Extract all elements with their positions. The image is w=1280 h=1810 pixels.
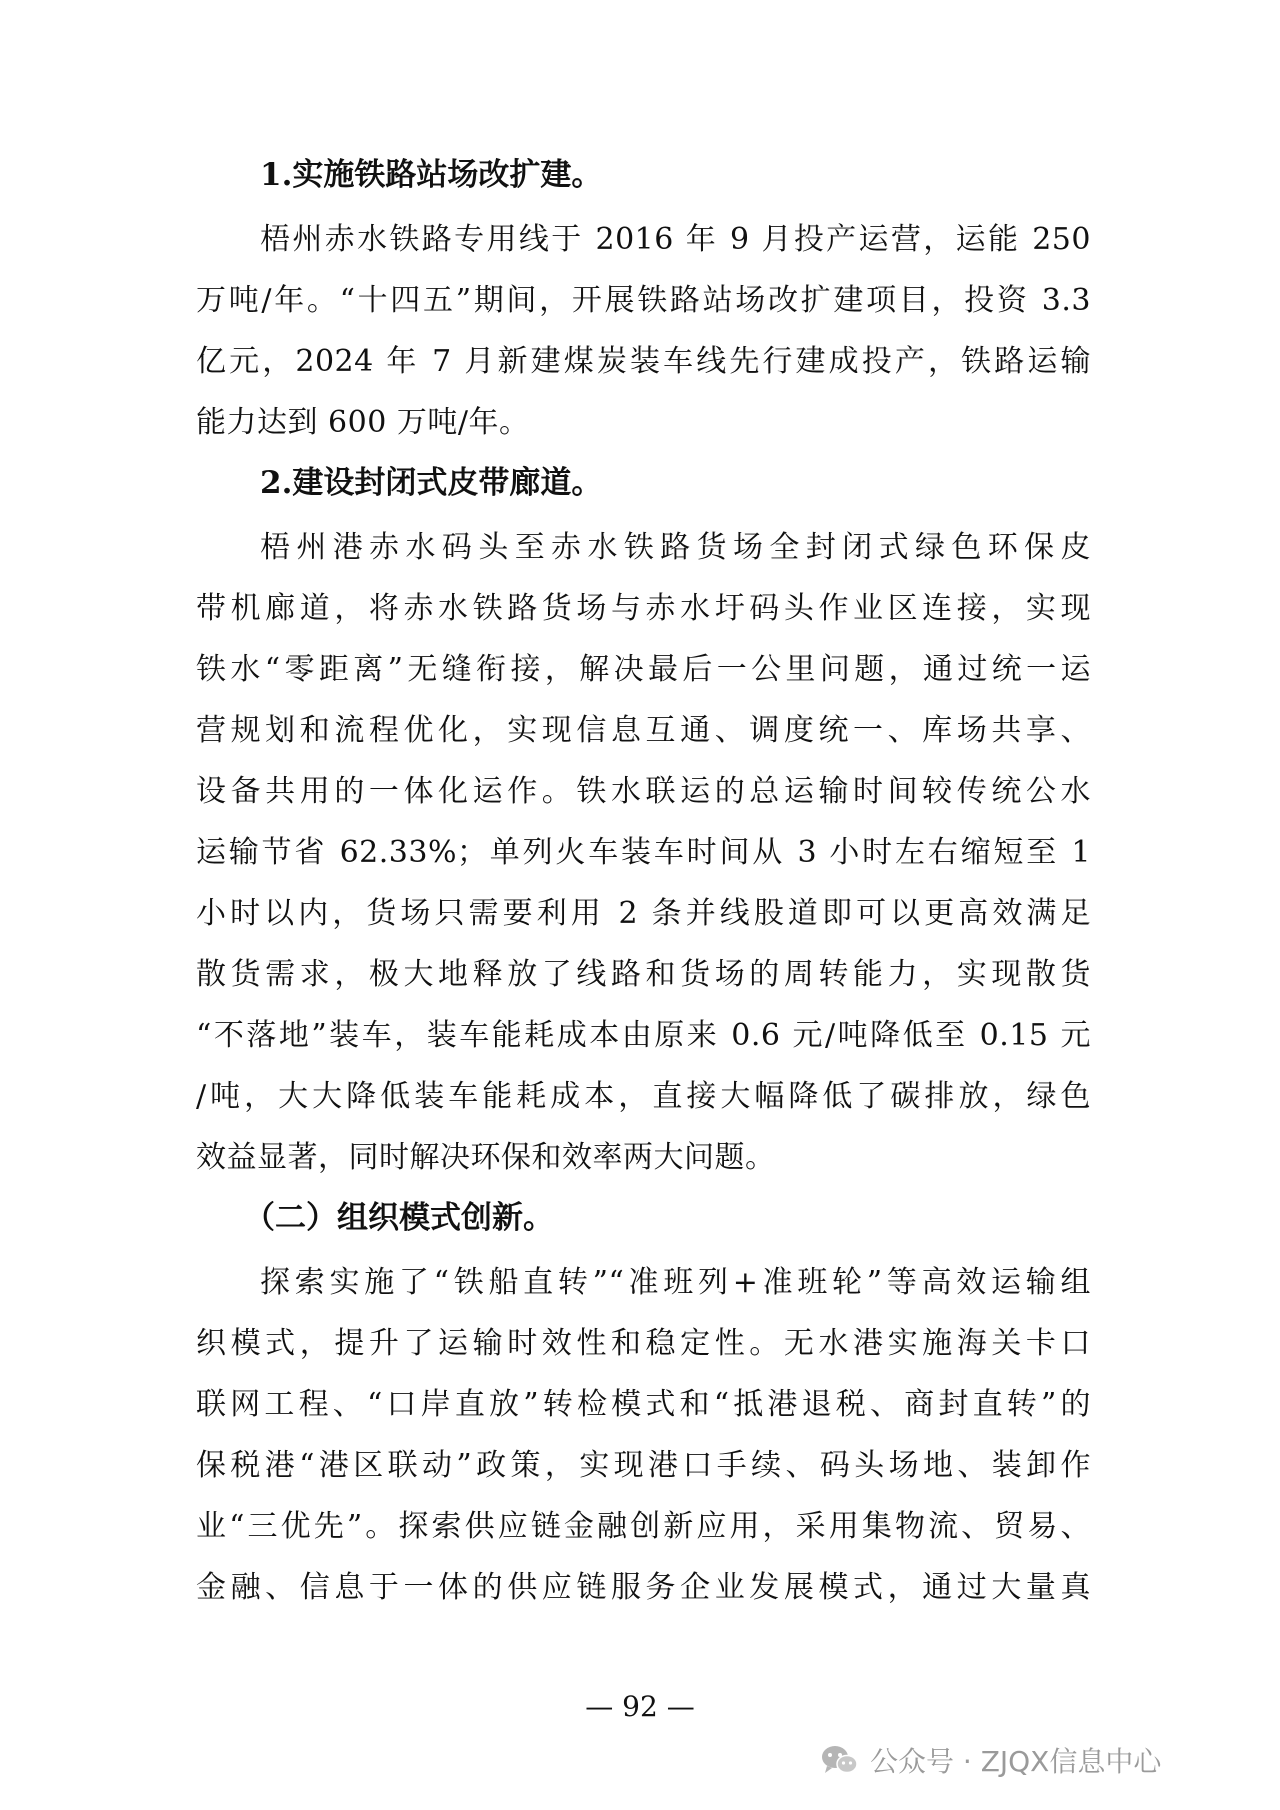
document-page [196,145,1091,1618]
paragraph-2 [196,517,1091,1188]
paragraph-line: 铁水“零距离”无缝衔接，解决最后一公里问题，通过统一运 [196,652,1091,687]
section-heading-3: （二）组织模式创新。 [244,1200,554,1236]
paragraph-line: 织模式，提升了运输时效性和稳定性。无水港实施海关卡口 [196,1326,1091,1361]
paragraph-line: /吨，大大降低装车能耗成本，直接大幅降低了碳排放，绿色 [196,1079,1091,1114]
section-heading-2: 2.建设封闭式皮带廊道。 [260,465,603,501]
watermark-text: 公众号 · ZJQX信息中心 [870,1745,1162,1778]
paragraph-line: 联网工程、“口岸直放”转检模式和“抵港退税、商封直转”的 [196,1387,1091,1422]
paragraph-line: “不落地”装车，装车能耗成本由原来 0.6 元/吨降低至 0.15 元 [196,1018,1091,1053]
paragraph-line: 梧州赤水铁路专用线于 2016 年 9 月投产运营，运能 250 [260,222,1091,257]
paragraph-3 [196,1252,1091,1618]
wechat-icon [820,1743,860,1777]
paragraph-line: 保税港“港区联动”政策，实现港口手续、码头场地、装卸作 [196,1448,1091,1483]
paragraph-line: 运输节省 62.33%；单列火车装车时间从 3 小时左右缩短至 1 [196,835,1091,870]
paragraph-line: 带机廊道，将赤水铁路货场与赤水圩码头作业区连接，实现 [196,591,1091,626]
section-heading-1: 1.实施铁路站场改扩建。 [260,157,603,193]
paragraph-line: 小时以内，货场只需要利用 2 条并线股道即可以更高效满足 [196,896,1091,931]
watermark [820,1738,1260,1782]
paragraph-line: 能力达到 600 万吨/年。 [196,405,530,440]
paragraph-line: 营规划和流程优化，实现信息互通、调度统一、库场共享、 [196,713,1091,748]
paragraph-line: 亿元，2024 年 7 月新建煤炭装车线先行建成投产，铁路运输 [196,344,1091,379]
paragraph-line: 效益显著，同时解决环保和效率两大问题。 [196,1140,776,1175]
paragraph-line: 金融、信息于一体的供应链服务企业发展模式，通过大量真 [196,1570,1091,1605]
paragraph-line: 散货需求，极大地释放了线路和货场的周转能力，实现散货 [196,957,1091,992]
paragraph-line: 万吨/年。“十四五”期间，开展铁路站场改扩建项目，投资 3.3 [196,283,1091,318]
paragraph-line: 业“三优先”。探索供应链金融创新应用，采用集物流、贸易、 [196,1509,1091,1544]
paragraph-1 [196,209,1091,453]
paragraph-line: 探索实施了“铁船直转”“准班列+准班轮”等高效运输组 [260,1265,1091,1300]
paragraph-line: 梧州港赤水码头至赤水铁路货场全封闭式绿色环保皮 [260,530,1091,565]
page-number: — 92 — [585,1690,695,1723]
paragraph-line: 设备共用的一体化运作。铁水联运的总运输时间较传统公水 [196,774,1091,809]
